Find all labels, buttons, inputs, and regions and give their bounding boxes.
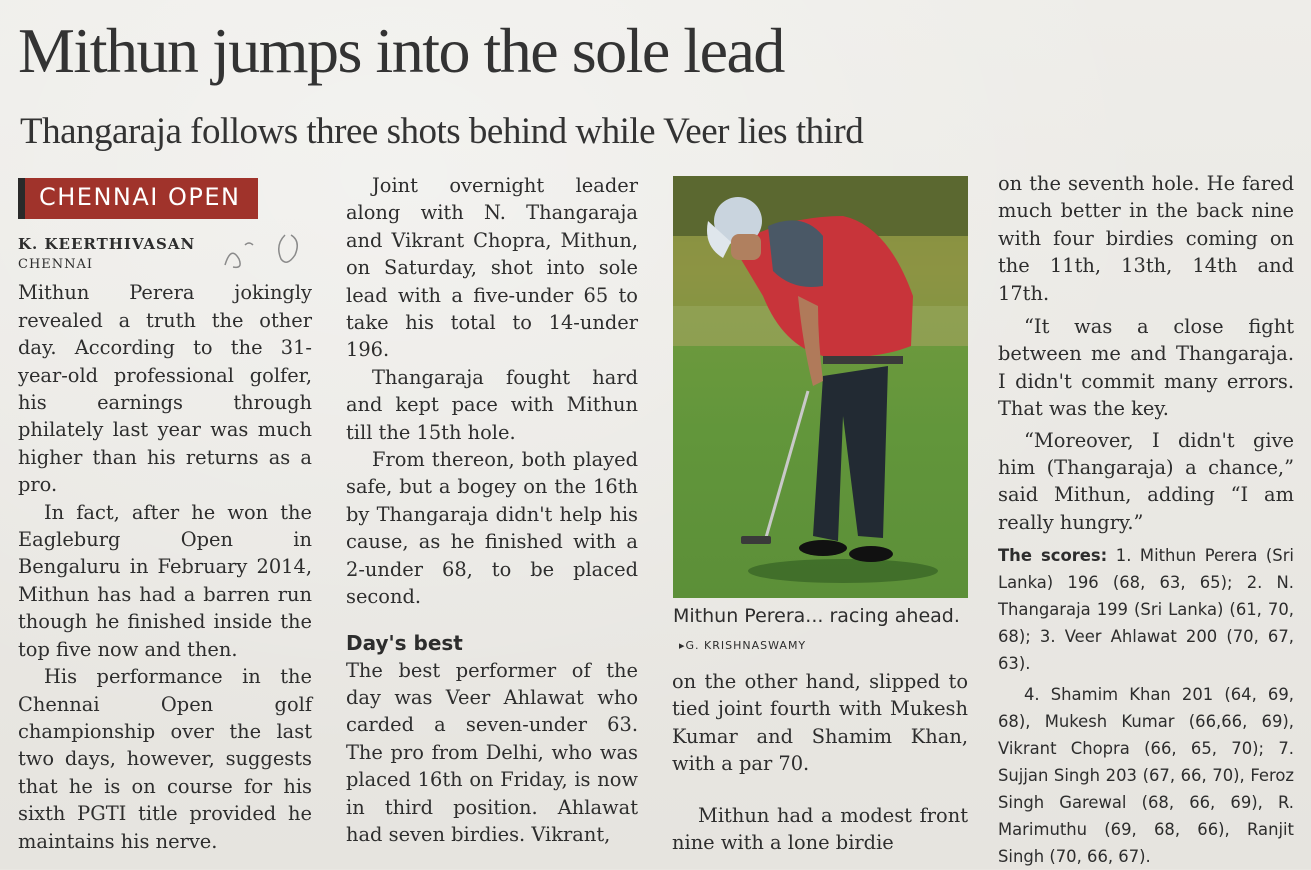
col1-paragraph: In fact, after he won the Eagleburg Open in Bengaluru in February 2014, Mithun has had a barren run though he finished inside the top five now and then. — [18, 500, 312, 661]
col2-paragraph: Joint overnight leader along with N. Thangaraja and Vikrant Chopra, Mithun, on Saturday, shot into sole lead with a five-under 65 to take his total to 14-under 196. — [346, 174, 638, 362]
headline: Mithun jumps into the sole lead — [18, 15, 784, 86]
col3-paragraph: Mithun had a modest front nine with a lone birdie — [672, 803, 968, 855]
column-2 — [346, 172, 638, 848]
col4-paragraph: “Moreover, I didn't give him (Thangaraja) a chance,” said Mithun, adding “I am really hungry.” — [998, 428, 1294, 534]
col4-paragraph: on the seventh hole. He fared much better in the back nine with four birdies coming on the 11th, 13th, 14th and 17th. — [998, 172, 1294, 305]
scores-paragraph — [998, 681, 1294, 870]
golfer-putting-photo-icon — [673, 176, 968, 598]
photo-caption — [673, 603, 968, 659]
scores-label: The scores: — [998, 546, 1108, 566]
handwritten-mark-icon — [215, 225, 325, 280]
col1-paragraph: His performance in the Chennai Open golf championship over the last two days, however, suggests that he is on course for his sixth PGTI title provided he maintains his nerve. — [18, 665, 312, 853]
byline: K. KEERTHIVASAN — [18, 235, 196, 254]
caption-text: Mithun Perera... racing ahead. — [673, 605, 960, 627]
scores-block — [998, 542, 1294, 870]
column-4 — [998, 170, 1294, 870]
col3-paragraph: on the other hand, slipped to tied joint fourth with Mukesh Kumar and Shamim Khan, with a par 70. — [672, 670, 968, 776]
photo-credit: ▸G. KRISHNASWAMY — [679, 639, 807, 652]
col4-paragraph: “It was a close fight between me and Thangaraja. I didn't commit many errors. That was the key. — [998, 315, 1294, 421]
dateline: CHENNAI — [18, 257, 94, 273]
photo-credit-text: G. KRISHNASWAMY — [685, 639, 807, 652]
col2-paragraph: From thereon, both played safe, but a bogey on the 16th by Thangaraja didn't help his cause, as he finished with a 2-under 68, to be placed second. — [346, 448, 638, 609]
subheadline: Thangaraja follows three shots behind while Veer lies third — [20, 111, 864, 152]
column-3 — [672, 668, 968, 856]
scores-paragraph — [998, 542, 1294, 677]
subhead-days-best: Day's best — [346, 630, 463, 655]
col2-paragraph: The best performer of the day was Veer Ahlawat who carded a seven-under 63. The pro from Delhi, who was placed 16th on Friday, is now in third position. Ahlawat had seven birdies. Vikrant, — [346, 658, 638, 846]
section-tag: CHENNAI OPEN — [18, 178, 258, 219]
col1-paragraph: Mithun Perera jokingly revealed a truth the other day. According to the 31-year-old professional golfer, his earnings through philately last year was much higher than his returns as a pro. — [18, 281, 312, 497]
col2-paragraph: Thangaraja fought hard and kept pace with Mithun till the 15th hole. — [346, 365, 638, 444]
scores-text-2: 4. Shamim Khan 201 (64, 69, 68), Mukesh Kumar (66,66, 69), Vikrant Chopra (66, 65, 70); 7. Sujjan Singh 203 (67, 66, 70), Feroz Singh Garewal (68, 66, 69), R. Marimuthu (69, 68, 66), Ranjit Singh (70, 66, 67). — [998, 685, 1294, 867]
scores-text-1: 1. Mithun Perera (Sri Lanka) 196 (68, 63, 65); 2. N. Thangaraja 199 (Sri Lanka) (61, 70, 68); 3. Veer Ahlawat 200 (70, 67, 63). — [998, 546, 1294, 674]
